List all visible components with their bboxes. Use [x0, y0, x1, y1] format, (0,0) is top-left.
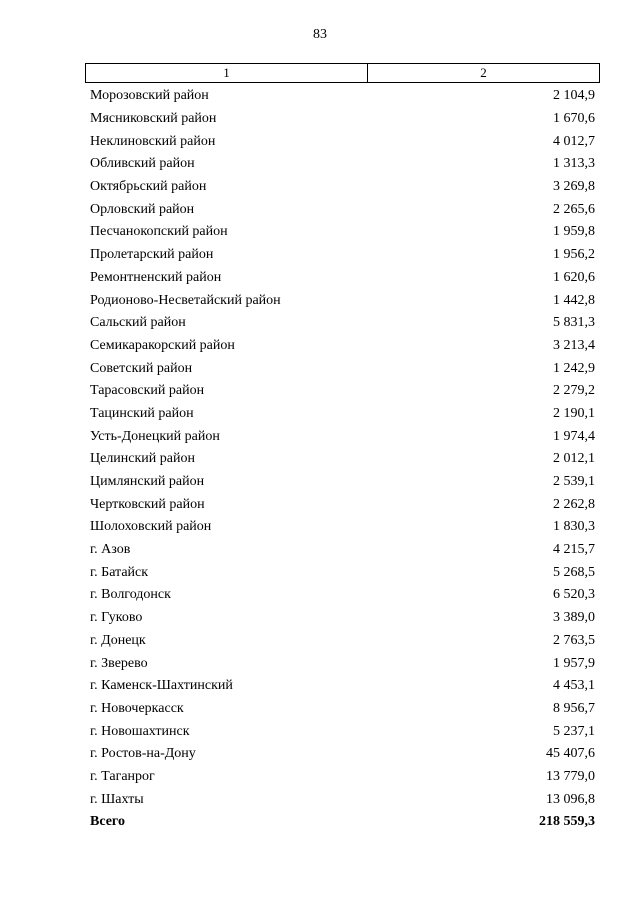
table-row — [90, 516, 595, 539]
table-row — [90, 584, 595, 607]
row-name: Шолоховский район — [90, 519, 212, 535]
table-row — [90, 198, 595, 221]
table-row — [90, 357, 595, 380]
row-name: Тацинский район — [90, 405, 194, 421]
table-row — [90, 493, 595, 516]
row-value: 2 104,9 — [553, 88, 595, 104]
table-row — [90, 630, 595, 653]
table-row — [90, 471, 595, 494]
row-name: г. Батайск — [90, 564, 149, 580]
table-row — [90, 176, 595, 199]
table-row — [90, 244, 595, 267]
row-name: г. Зверево — [90, 655, 148, 671]
row-name: г. Волгодонск — [90, 587, 171, 603]
total-label: Всего — [90, 814, 125, 830]
row-name: Неклиновский район — [90, 133, 216, 149]
table-row — [90, 561, 595, 584]
table-row — [90, 85, 595, 108]
row-value: 13 779,0 — [546, 768, 595, 784]
page-number: 83 — [313, 27, 327, 42]
row-name: Советский район — [90, 360, 193, 376]
row-name: Родионово-Несветайский район — [90, 292, 281, 308]
row-value: 1 670,6 — [553, 111, 595, 127]
row-name: Семикаракорский район — [90, 337, 235, 353]
table-row — [90, 380, 595, 403]
row-value: 1 974,4 — [553, 428, 595, 444]
row-name: Песчанокопский район — [90, 224, 228, 240]
row-value: 13 096,8 — [546, 791, 595, 807]
row-value: 1 959,8 — [553, 224, 595, 240]
row-value: 1 956,2 — [553, 247, 595, 263]
row-value: 4 012,7 — [553, 133, 595, 149]
row-value: 8 956,7 — [553, 700, 595, 716]
row-value: 5 831,3 — [553, 315, 595, 331]
row-name: Мясниковский район — [90, 111, 217, 127]
table-row — [90, 448, 595, 471]
row-name: г. Таганрог — [90, 768, 155, 784]
row-value: 45 407,6 — [546, 746, 595, 762]
table-row — [90, 766, 595, 789]
table-row — [90, 698, 595, 721]
row-value: 1 620,6 — [553, 269, 595, 285]
row-name: г. Гуково — [90, 610, 143, 626]
total-value: 218 559,3 — [539, 814, 595, 830]
table-row — [90, 312, 595, 335]
row-name: г. Ростов-на-Дону — [90, 746, 196, 762]
row-value: 2 279,2 — [553, 383, 595, 399]
row-value: 2 190,1 — [553, 405, 595, 421]
row-name: Морозовский район — [90, 88, 209, 104]
table-row — [90, 652, 595, 675]
row-name: Чертковский район — [90, 496, 205, 512]
row-value: 1 313,3 — [553, 156, 595, 172]
table-row — [90, 539, 595, 562]
row-value: 4 453,1 — [553, 678, 595, 694]
table-row — [90, 675, 595, 698]
table-row — [90, 788, 595, 811]
row-value: 2 539,1 — [553, 474, 595, 490]
row-value: 3 213,4 — [553, 337, 595, 353]
row-value: 2 265,6 — [553, 201, 595, 217]
row-value: 3 269,8 — [553, 179, 595, 195]
row-name: Цимлянский район — [90, 474, 205, 490]
total-row — [90, 811, 595, 834]
row-name: Сальский район — [90, 315, 186, 331]
row-name: Тарасовский район — [90, 383, 205, 399]
header-col-2: 2 — [480, 65, 487, 80]
row-name: г. Шахты — [90, 791, 144, 807]
row-name: г. Донецк — [90, 632, 146, 648]
row-value: 2 012,1 — [553, 451, 595, 467]
table-row — [90, 221, 595, 244]
row-name: г. Новочеркасск — [90, 700, 184, 716]
table-header — [85, 63, 600, 83]
row-value: 1 830,3 — [553, 519, 595, 535]
row-value: 2 763,5 — [553, 632, 595, 648]
header-col-1: 1 — [86, 64, 368, 82]
row-value: 1 442,8 — [553, 292, 595, 308]
row-value: 1 957,9 — [553, 655, 595, 671]
row-name: Орловский район — [90, 201, 195, 217]
row-name: Пролетарский район — [90, 247, 214, 263]
table-row — [90, 607, 595, 630]
table-body — [90, 85, 595, 834]
row-value: 3 389,0 — [553, 610, 595, 626]
table-row — [90, 289, 595, 312]
row-name: г. Азов — [90, 542, 131, 558]
row-name: Ремонтненский район — [90, 269, 222, 285]
table-row — [90, 720, 595, 743]
table-row — [90, 108, 595, 131]
row-value: 2 262,8 — [553, 496, 595, 512]
table-row — [90, 335, 595, 358]
row-name: Октябрьский район — [90, 179, 207, 195]
row-value: 5 268,5 — [553, 564, 595, 580]
row-value: 1 242,9 — [553, 360, 595, 376]
table-row — [90, 267, 595, 290]
table-row — [90, 425, 595, 448]
row-name: г. Каменск-Шахтинский — [90, 678, 233, 694]
row-name: Целинский район — [90, 451, 195, 467]
table-row — [90, 743, 595, 766]
row-value: 6 520,3 — [553, 587, 595, 603]
table-row — [90, 153, 595, 176]
table-row — [90, 403, 595, 426]
row-value: 4 215,7 — [553, 542, 595, 558]
row-name: Обливский район — [90, 156, 195, 172]
row-name: Усть-Донецкий район — [90, 428, 220, 444]
row-name: г. Новошахтинск — [90, 723, 190, 739]
row-value: 5 237,1 — [553, 723, 595, 739]
table-row — [90, 130, 595, 153]
